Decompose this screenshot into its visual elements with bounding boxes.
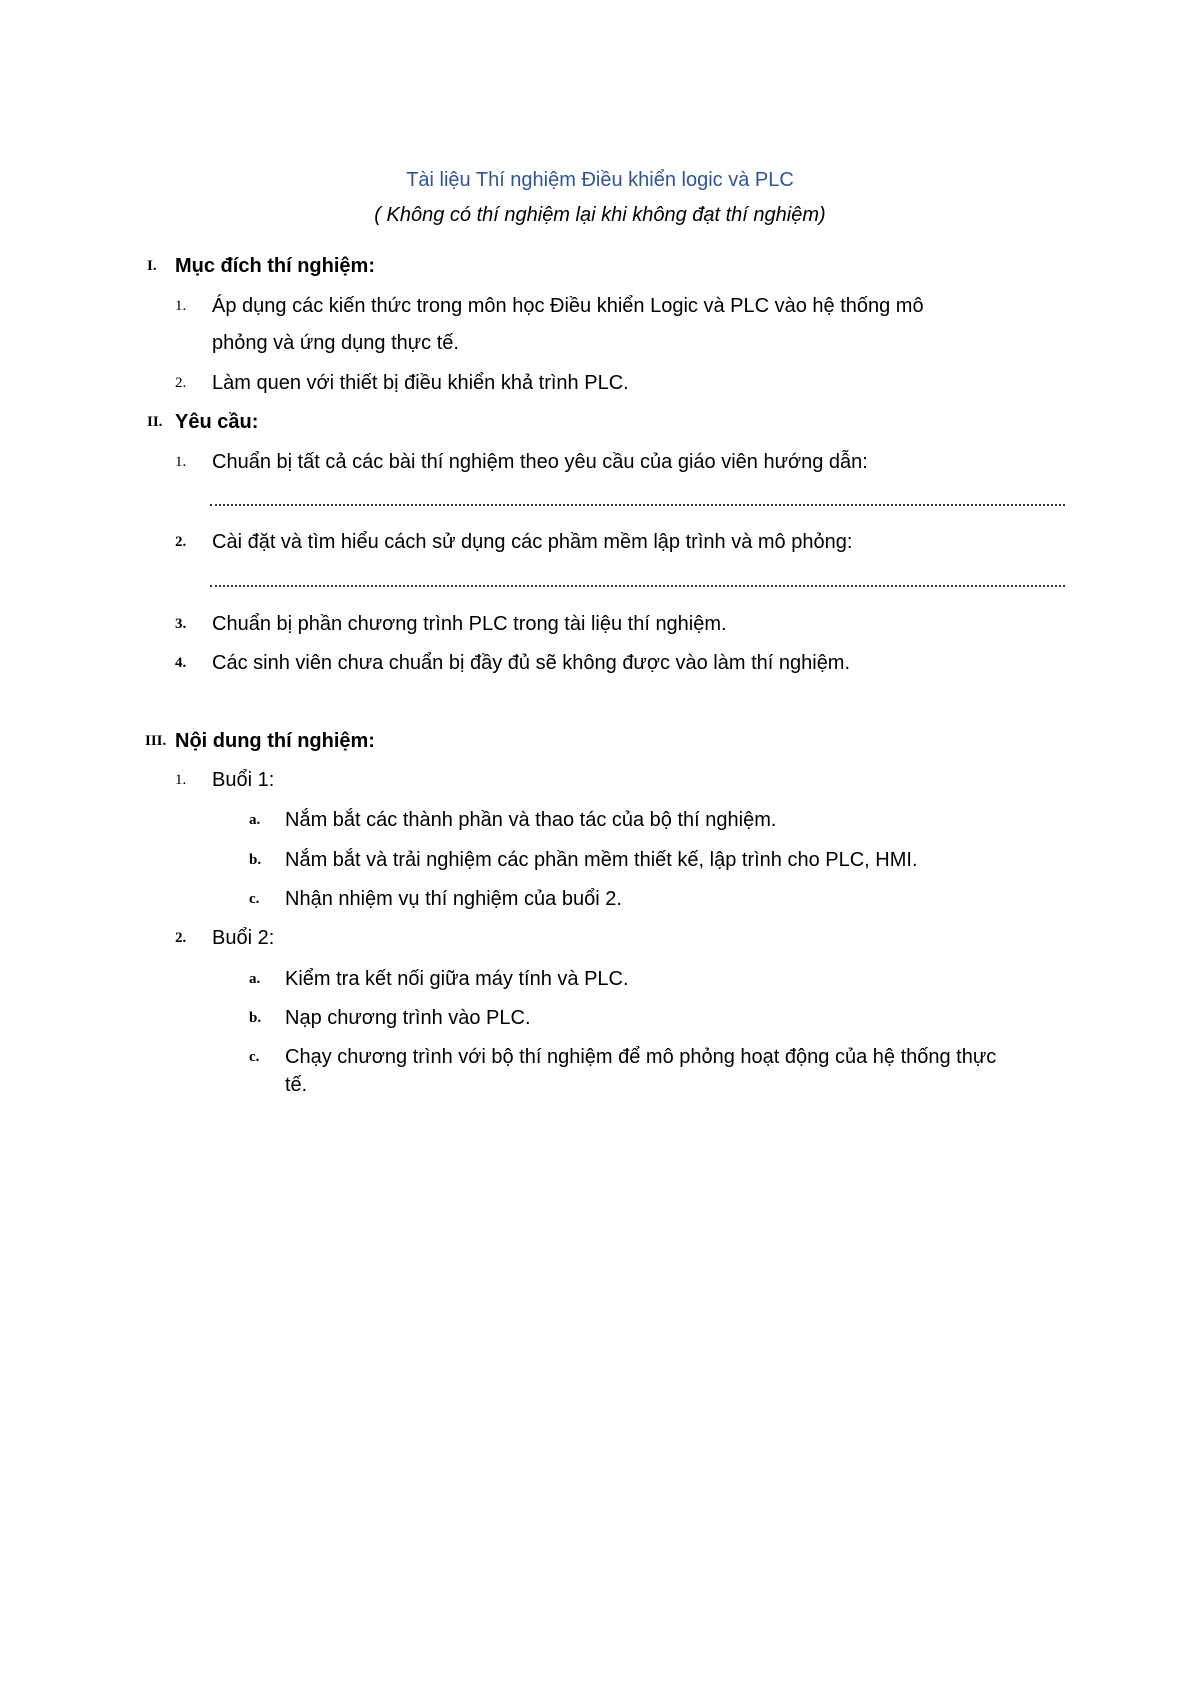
section-3-item-2-number: 2.	[175, 930, 187, 946]
session-2-subitem-a-text: Kiểm tra kết nối giữa máy tính và PLC.	[285, 968, 629, 990]
section-1-number: I.	[147, 258, 157, 274]
session-1-subitem-a-letter: a.	[249, 812, 261, 828]
section-2-item-2-text: Cài đặt và tìm hiểu cách sử dụng các phầm mềm lập trình và mô phỏng:	[212, 531, 853, 553]
section-3-item-2-text: Buổi 2:	[212, 927, 275, 949]
section-2-item-3-number: 3.	[175, 616, 187, 632]
section-1-item-1-text-line-1: Áp dụng các kiến thức trong môn học Điều khiển Logic và PLC vào hệ thống mô	[212, 295, 924, 317]
session-1-subitem-a-text: Nắm bắt các thành phần và thao tác của bộ thí nghiệm.	[285, 809, 777, 831]
section-1-item-1-number: 1.	[175, 298, 187, 314]
session-2-subitem-c-text-line-1: Chạy chương trình với bộ thí nghiệm để mô phỏng hoạt động của hệ thống thực	[285, 1046, 997, 1068]
session-2-subitem-b-letter: b.	[249, 1010, 262, 1026]
section-2-item-3-text: Chuẩn bị phần chương trình PLC trong tài liệu thí nghiệm.	[212, 613, 727, 635]
section-3-item-1-text: Buổi 1:	[212, 769, 275, 791]
section-2-item-1-number: 1.	[175, 454, 187, 470]
section-2-item-1-text: Chuẩn bị tất cả các bài thí nghiệm theo yêu cầu của giáo viên hướng dẫn:	[212, 451, 868, 473]
session-2-subitem-c-text-line-2: tế.	[285, 1074, 308, 1096]
section-1-item-2-number: 2.	[175, 375, 187, 391]
session-1-subitem-c-letter: c.	[249, 891, 260, 907]
document-title: Tài liệu Thí nghiệm Điều khiển logic và PLC	[406, 169, 794, 191]
section-2-item-4-number: 4.	[175, 655, 187, 671]
section-2-title: Yêu cầu:	[175, 411, 259, 433]
section-3-title: Nội dung thí nghiệm:	[175, 730, 375, 752]
section-2-item-4-text: Các sinh viên chưa chuẩn bị đầy đủ sẽ không được vào làm thí nghiệm.	[212, 652, 851, 674]
fill-in-dotted-line-1	[210, 500, 1065, 506]
section-2-item-2-number: 2.	[175, 534, 187, 550]
section-1-title: Mục đích thí nghiệm:	[175, 255, 375, 277]
fill-in-dotted-line-2	[210, 581, 1065, 587]
section-3-item-1-number: 1.	[175, 772, 187, 788]
session-2-subitem-b-text: Nạp chương trình vào PLC.	[285, 1007, 531, 1029]
session-1-subitem-c-text: Nhận nhiệm vụ thí nghiệm của buổi 2.	[285, 888, 622, 910]
section-2-number: II.	[147, 414, 163, 430]
session-2-subitem-c-letter: c.	[249, 1049, 260, 1065]
document-subtitle: ( Không có thí nghiệm lại khi không đạt thí nghiệm)	[374, 204, 826, 226]
session-1-subitem-b-text: Nắm bắt và trải nghiệm các phần mềm thiết kế, lập trình cho PLC, HMI.	[285, 849, 918, 871]
section-1-item-2-text: Làm quen với thiết bị điều khiển khả trình PLC.	[212, 372, 629, 394]
section-1-item-1-text-line-2: phỏng và ứng dụng thực tế.	[212, 332, 459, 354]
section-3-number: III.	[145, 733, 167, 749]
session-2-subitem-a-letter: a.	[249, 971, 261, 987]
session-1-subitem-b-letter: b.	[249, 852, 262, 868]
